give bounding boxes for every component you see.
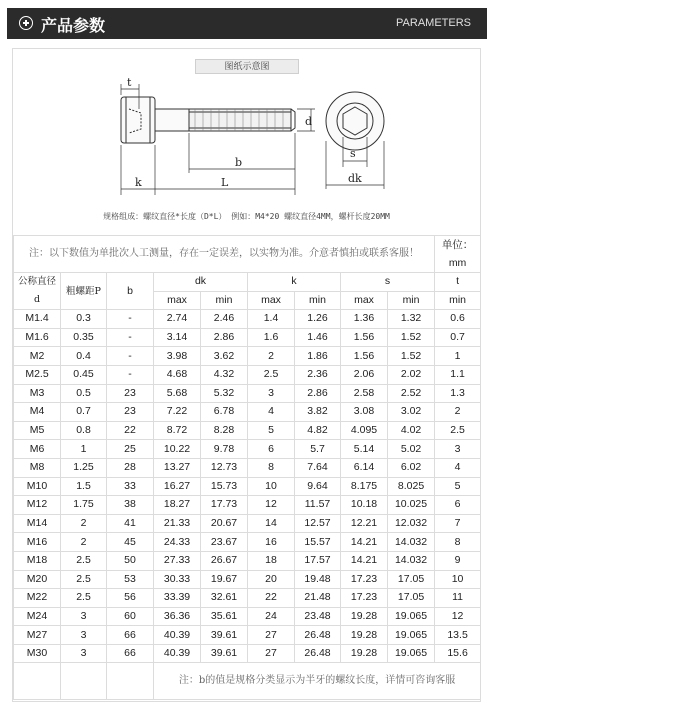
- cell-b: 56: [107, 589, 154, 608]
- cell-b: 60: [107, 607, 154, 626]
- cell-spec: M6: [14, 440, 61, 459]
- cell-pitch: 0.35: [61, 328, 107, 347]
- cell-pitch: 1.5: [61, 477, 107, 496]
- unit-value: mm: [448, 257, 467, 269]
- cell-k-max: 20: [248, 570, 295, 589]
- cell-k-max: 6: [248, 440, 295, 459]
- cell-t-min: 5: [435, 477, 481, 496]
- cell-dk-max: 7.22: [154, 403, 201, 422]
- cell-s-min: 6.02: [388, 458, 435, 477]
- cell-s-min: 4.02: [388, 421, 435, 440]
- cell-k-max: 5: [248, 421, 295, 440]
- cell-dk-min: 15.73: [201, 477, 248, 496]
- cell-s-max: 12.21: [341, 514, 388, 533]
- cell-b: 41: [107, 514, 154, 533]
- header-b: b: [107, 273, 154, 310]
- cell-k-max: 2.5: [248, 365, 295, 384]
- header-dk: dk: [154, 273, 248, 292]
- cell-dk-min: 26.67: [201, 551, 248, 570]
- cell-dk-max: 10.22: [154, 440, 201, 459]
- header-s-min: min: [388, 291, 435, 310]
- cell-spec: M1.4: [14, 310, 61, 329]
- cell-dk-min: 39.61: [201, 644, 248, 663]
- cell-t-min: 8: [435, 533, 481, 552]
- cell-s-min: 2.02: [388, 365, 435, 384]
- cell-s-max: 19.28: [341, 626, 388, 645]
- cell-dk-max: 40.39: [154, 644, 201, 663]
- cell-pitch: 1: [61, 440, 107, 459]
- cell-dk-max: 33.39: [154, 589, 201, 608]
- cell-b: 23: [107, 384, 154, 403]
- cell-s-min: 19.065: [388, 626, 435, 645]
- cell-b: 23: [107, 403, 154, 422]
- cell-t-min: 11: [435, 589, 481, 608]
- cell-dk-min: 6.78: [201, 403, 248, 422]
- cell-pitch: 2: [61, 533, 107, 552]
- header-pitch: 粗螺距P: [61, 273, 107, 310]
- unit-label: 单位：: [441, 239, 474, 251]
- cell-b: 25: [107, 440, 154, 459]
- cell-pitch: 0.4: [61, 347, 107, 366]
- footer-note: 注：b的值是规格分类显示为半牙的螺纹长度，详情可咨询客服: [154, 663, 481, 700]
- parameters-table: [13, 235, 481, 700]
- cell-dk-min: 9.78: [201, 440, 248, 459]
- footer-empty-3: [107, 663, 154, 700]
- cell-dk-min: 23.67: [201, 533, 248, 552]
- cell-dk-max: 27.33: [154, 551, 201, 570]
- cell-k-min: 1.26: [295, 310, 341, 329]
- cell-t-min: 15.6: [435, 644, 481, 663]
- label-b: b: [235, 156, 243, 169]
- header-k-max: max: [248, 291, 295, 310]
- diagram-title: 图纸示意图: [195, 59, 299, 74]
- cell-pitch: 0.5: [61, 384, 107, 403]
- cell-b: -: [107, 310, 154, 329]
- cell-t-min: 7: [435, 514, 481, 533]
- cell-k-max: 1.4: [248, 310, 295, 329]
- cell-s-max: 5.14: [341, 440, 388, 459]
- cell-s-min: 19.065: [388, 644, 435, 663]
- header-k: k: [248, 273, 341, 292]
- cell-spec: M10: [14, 477, 61, 496]
- cell-k-max: 8: [248, 458, 295, 477]
- cell-pitch: 2.5: [61, 589, 107, 608]
- cell-pitch: 1.25: [61, 458, 107, 477]
- cell-s-max: 1.56: [341, 347, 388, 366]
- cell-s-min: 14.032: [388, 551, 435, 570]
- cell-t-min: 10: [435, 570, 481, 589]
- header-s: s: [341, 273, 435, 292]
- cell-k-max: 12: [248, 496, 295, 515]
- cell-s-max: 6.14: [341, 458, 388, 477]
- cell-b: -: [107, 328, 154, 347]
- cell-s-min: 3.02: [388, 403, 435, 422]
- cell-dk-max: 40.39: [154, 626, 201, 645]
- cell-spec: M3: [14, 384, 61, 403]
- cell-k-min: 2.36: [295, 365, 341, 384]
- cell-b: 53: [107, 570, 154, 589]
- plus-circle-icon: [19, 16, 33, 30]
- cell-t-min: 12: [435, 607, 481, 626]
- cell-dk-min: 12.73: [201, 458, 248, 477]
- cell-dk-max: 18.27: [154, 496, 201, 515]
- cell-pitch: 0.8: [61, 421, 107, 440]
- header-t-min: min: [435, 291, 481, 310]
- cell-k-min: 1.86: [295, 347, 341, 366]
- cell-k-max: 27: [248, 644, 295, 663]
- cell-k-min: 11.57: [295, 496, 341, 515]
- cell-s-min: 14.032: [388, 533, 435, 552]
- cell-dk-min: 2.46: [201, 310, 248, 329]
- cell-s-min: 2.52: [388, 384, 435, 403]
- header-s-max: max: [341, 291, 388, 310]
- cell-k-max: 10: [248, 477, 295, 496]
- cell-k-min: 26.48: [295, 644, 341, 663]
- cell-b: 33: [107, 477, 154, 496]
- cell-k-min: 12.57: [295, 514, 341, 533]
- cell-s-max: 19.28: [341, 607, 388, 626]
- cell-dk-min: 32.61: [201, 589, 248, 608]
- cell-pitch: 3: [61, 607, 107, 626]
- cell-k-max: 14: [248, 514, 295, 533]
- cell-dk-min: 4.32: [201, 365, 248, 384]
- cell-dk-min: 35.61: [201, 607, 248, 626]
- cell-k-min: 2.86: [295, 384, 341, 403]
- spec-description: 规格组成：螺纹直径*长度（D*L） 例如：M4*20 螺纹直径4MM，螺杆长度20MM: [103, 212, 390, 221]
- label-dk: dk: [348, 172, 362, 185]
- table-row: [14, 384, 481, 403]
- table-row: [14, 328, 481, 347]
- cell-s-max: 17.23: [341, 589, 388, 608]
- cell-dk-min: 8.28: [201, 421, 248, 440]
- cell-t-min: 2: [435, 403, 481, 422]
- cell-dk-min: 19.67: [201, 570, 248, 589]
- table-row: [14, 533, 481, 552]
- cell-s-max: 2.58: [341, 384, 388, 403]
- label-s: s: [350, 147, 356, 160]
- cell-k-min: 19.48: [295, 570, 341, 589]
- cell-spec: M5: [14, 421, 61, 440]
- parameters-panel: [12, 48, 481, 702]
- cell-s-min: 17.05: [388, 589, 435, 608]
- cell-k-min: 4.82: [295, 421, 341, 440]
- cell-k-min: 7.64: [295, 458, 341, 477]
- cell-dk-max: 36.36: [154, 607, 201, 626]
- table-row: [14, 421, 481, 440]
- cell-k-min: 15.57: [295, 533, 341, 552]
- cell-dk-max: 30.33: [154, 570, 201, 589]
- cell-s-min: 1.32: [388, 310, 435, 329]
- cell-t-min: 1.3: [435, 384, 481, 403]
- table-row: [14, 589, 481, 608]
- header-dk-max: max: [154, 291, 201, 310]
- table-row: [14, 365, 481, 384]
- cell-k-min: 21.48: [295, 589, 341, 608]
- cell-t-min: 0.7: [435, 328, 481, 347]
- cell-spec: M14: [14, 514, 61, 533]
- cell-dk-max: 3.98: [154, 347, 201, 366]
- cell-b: 22: [107, 421, 154, 440]
- cell-k-max: 27: [248, 626, 295, 645]
- cell-dk-min: 3.62: [201, 347, 248, 366]
- cell-pitch: 1.75: [61, 496, 107, 515]
- section-title: 产品参数: [41, 16, 106, 35]
- cell-t-min: 3: [435, 440, 481, 459]
- table-row: [14, 644, 481, 663]
- cell-spec: M16: [14, 533, 61, 552]
- cell-k-max: 4: [248, 403, 295, 422]
- cell-s-min: 1.52: [388, 328, 435, 347]
- section-subtitle: PARAMETERS: [396, 17, 471, 29]
- cell-s-max: 2.06: [341, 365, 388, 384]
- cell-s-max: 1.56: [341, 328, 388, 347]
- cell-k-min: 9.64: [295, 477, 341, 496]
- screw-diagram: [13, 49, 480, 235]
- section-header: [7, 8, 487, 39]
- cell-s-max: 10.18: [341, 496, 388, 515]
- cell-k-min: 17.57: [295, 551, 341, 570]
- cell-pitch: 3: [61, 626, 107, 645]
- cell-dk-min: 20.67: [201, 514, 248, 533]
- cell-spec: M30: [14, 644, 61, 663]
- cell-dk-min: 17.73: [201, 496, 248, 515]
- cell-spec: M12: [14, 496, 61, 515]
- cell-dk-max: 3.14: [154, 328, 201, 347]
- cell-k-max: 18: [248, 551, 295, 570]
- table-row: [14, 607, 481, 626]
- footer-empty-2: [61, 663, 107, 700]
- cell-dk-max: 24.33: [154, 533, 201, 552]
- footer-empty-1: [14, 663, 61, 700]
- cell-dk-min: 5.32: [201, 384, 248, 403]
- cell-dk-max: 5.68: [154, 384, 201, 403]
- cell-s-min: 5.02: [388, 440, 435, 459]
- cell-k-max: 2: [248, 347, 295, 366]
- cell-b: -: [107, 347, 154, 366]
- cell-b: 38: [107, 496, 154, 515]
- cell-s-max: 8.175: [341, 477, 388, 496]
- table-row: [14, 551, 481, 570]
- cell-k-min: 23.48: [295, 607, 341, 626]
- cell-spec: M24: [14, 607, 61, 626]
- cell-dk-min: 39.61: [201, 626, 248, 645]
- cell-t-min: 4: [435, 458, 481, 477]
- screw-drawing: [13, 49, 480, 235]
- cell-k-min: 3.82: [295, 403, 341, 422]
- cell-dk-max: 8.72: [154, 421, 201, 440]
- cell-k-max: 1.6: [248, 328, 295, 347]
- measurement-note: 注：以下数值为单批次人工测量，存在一定误差，以实物为准。介意者慎拍或联系客服！: [14, 236, 435, 273]
- cell-s-max: 4.095: [341, 421, 388, 440]
- cell-s-min: 1.52: [388, 347, 435, 366]
- cell-k-max: 22: [248, 589, 295, 608]
- cell-spec: M1.6: [14, 328, 61, 347]
- cell-b: 45: [107, 533, 154, 552]
- cell-s-min: 19.065: [388, 607, 435, 626]
- cell-pitch: 3: [61, 644, 107, 663]
- header-spec: 公称直径 d: [14, 273, 61, 310]
- header-t: t: [435, 273, 481, 292]
- cell-pitch: 0.3: [61, 310, 107, 329]
- header-dk-min: min: [201, 291, 248, 310]
- cell-spec: M18: [14, 551, 61, 570]
- header-k-min: min: [295, 291, 341, 310]
- label-k: k: [135, 176, 142, 189]
- cell-spec: M2: [14, 347, 61, 366]
- cell-s-max: 17.23: [341, 570, 388, 589]
- cell-s-min: 12.032: [388, 514, 435, 533]
- cell-k-max: 24: [248, 607, 295, 626]
- cell-b: 28: [107, 458, 154, 477]
- cell-t-min: 13.5: [435, 626, 481, 645]
- cell-dk-max: 4.68: [154, 365, 201, 384]
- table-row: [14, 496, 481, 515]
- cell-pitch: 0.7: [61, 403, 107, 422]
- cell-s-max: 14.21: [341, 533, 388, 552]
- cell-t-min: 1.1: [435, 365, 481, 384]
- table-row: [14, 347, 481, 366]
- cell-pitch: 2: [61, 514, 107, 533]
- cell-pitch: 2.5: [61, 551, 107, 570]
- cell-k-min: 26.48: [295, 626, 341, 645]
- table-row: [14, 570, 481, 589]
- cell-b: 66: [107, 644, 154, 663]
- table-row: [14, 514, 481, 533]
- cell-s-max: 19.28: [341, 644, 388, 663]
- cell-spec: M8: [14, 458, 61, 477]
- cell-b: -: [107, 365, 154, 384]
- cell-spec: M20: [14, 570, 61, 589]
- cell-spec: M2.5: [14, 365, 61, 384]
- table-row: [14, 626, 481, 645]
- table-row: [14, 440, 481, 459]
- cell-pitch: 2.5: [61, 570, 107, 589]
- cell-s-min: 8.025: [388, 477, 435, 496]
- table-row: [14, 458, 481, 477]
- cell-k-max: 16: [248, 533, 295, 552]
- cell-t-min: 9: [435, 551, 481, 570]
- cell-s-max: 14.21: [341, 551, 388, 570]
- cell-b: 50: [107, 551, 154, 570]
- cell-spec: M22: [14, 589, 61, 608]
- cell-k-min: 1.46: [295, 328, 341, 347]
- cell-dk-max: 2.74: [154, 310, 201, 329]
- cell-dk-min: 2.86: [201, 328, 248, 347]
- cell-spec: M4: [14, 403, 61, 422]
- cell-t-min: 1: [435, 347, 481, 366]
- cell-k-max: 3: [248, 384, 295, 403]
- label-d: d: [305, 115, 313, 128]
- label-t: t: [127, 76, 132, 89]
- cell-s-min: 10.025: [388, 496, 435, 515]
- cell-s-min: 17.05: [388, 570, 435, 589]
- unit-cell: [435, 236, 481, 273]
- table-row: [14, 403, 481, 422]
- cell-s-max: 1.36: [341, 310, 388, 329]
- cell-pitch: 0.45: [61, 365, 107, 384]
- cell-spec: M27: [14, 626, 61, 645]
- cell-t-min: 6: [435, 496, 481, 515]
- cell-t-min: 0.6: [435, 310, 481, 329]
- cell-dk-max: 13.27: [154, 458, 201, 477]
- cell-t-min: 2.5: [435, 421, 481, 440]
- cell-dk-max: 16.27: [154, 477, 201, 496]
- cell-k-min: 5.7: [295, 440, 341, 459]
- cell-dk-max: 21.33: [154, 514, 201, 533]
- cell-b: 66: [107, 626, 154, 645]
- label-L: L: [221, 176, 229, 189]
- table-row: [14, 477, 481, 496]
- table-row: [14, 310, 481, 329]
- cell-s-max: 3.08: [341, 403, 388, 422]
